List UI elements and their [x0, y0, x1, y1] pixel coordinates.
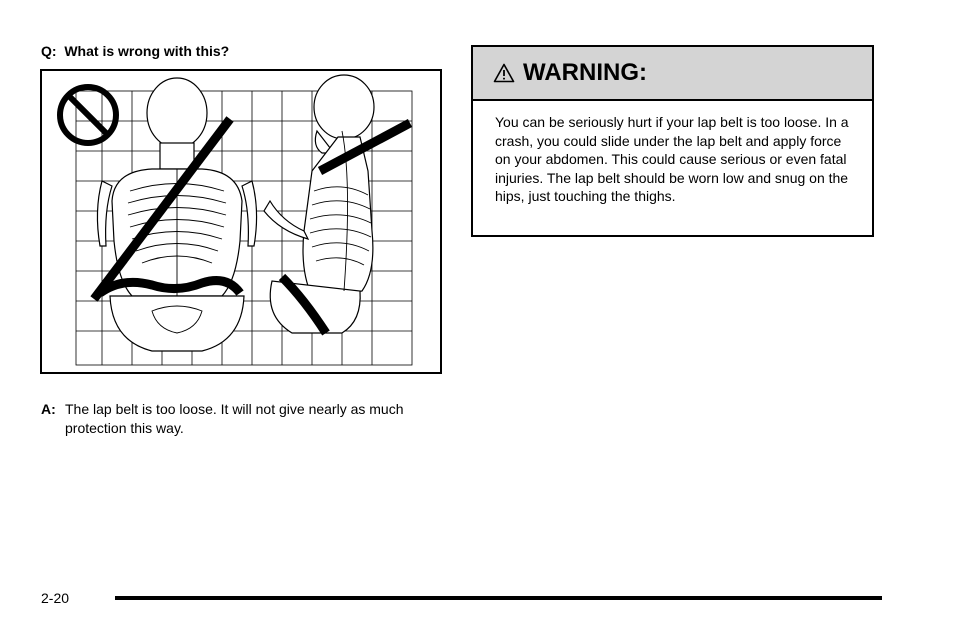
skeleton-drawing: [42, 71, 440, 372]
answer-label: A:: [41, 401, 56, 417]
warning-box: [471, 45, 874, 237]
prohibition-icon: [60, 87, 116, 143]
warning-text: You can be seriously hurt if your lap belt is too loose. In a crash, you could slide under the lap belt and apply force on your abdomen. This could cause serious or even fatal injuries. The lap belt should be worn low and snug on the hips, just touching the thighs.: [495, 114, 849, 205]
warning-triangle-icon: [493, 63, 515, 83]
question-label: Q:: [41, 43, 57, 59]
warning-header: [473, 47, 872, 101]
answer-text: The lap belt is too loose. It will not give nearly as much protection this way.: [65, 401, 404, 436]
seatbelt-illustration: [40, 69, 442, 374]
question-text: What is wrong with this?: [64, 43, 230, 59]
footer-rule: [115, 596, 882, 600]
page-number: 2-20: [41, 590, 70, 606]
question: [41, 43, 229, 59]
answer: [41, 400, 441, 438]
warning-title: WARNING:: [523, 59, 647, 86]
